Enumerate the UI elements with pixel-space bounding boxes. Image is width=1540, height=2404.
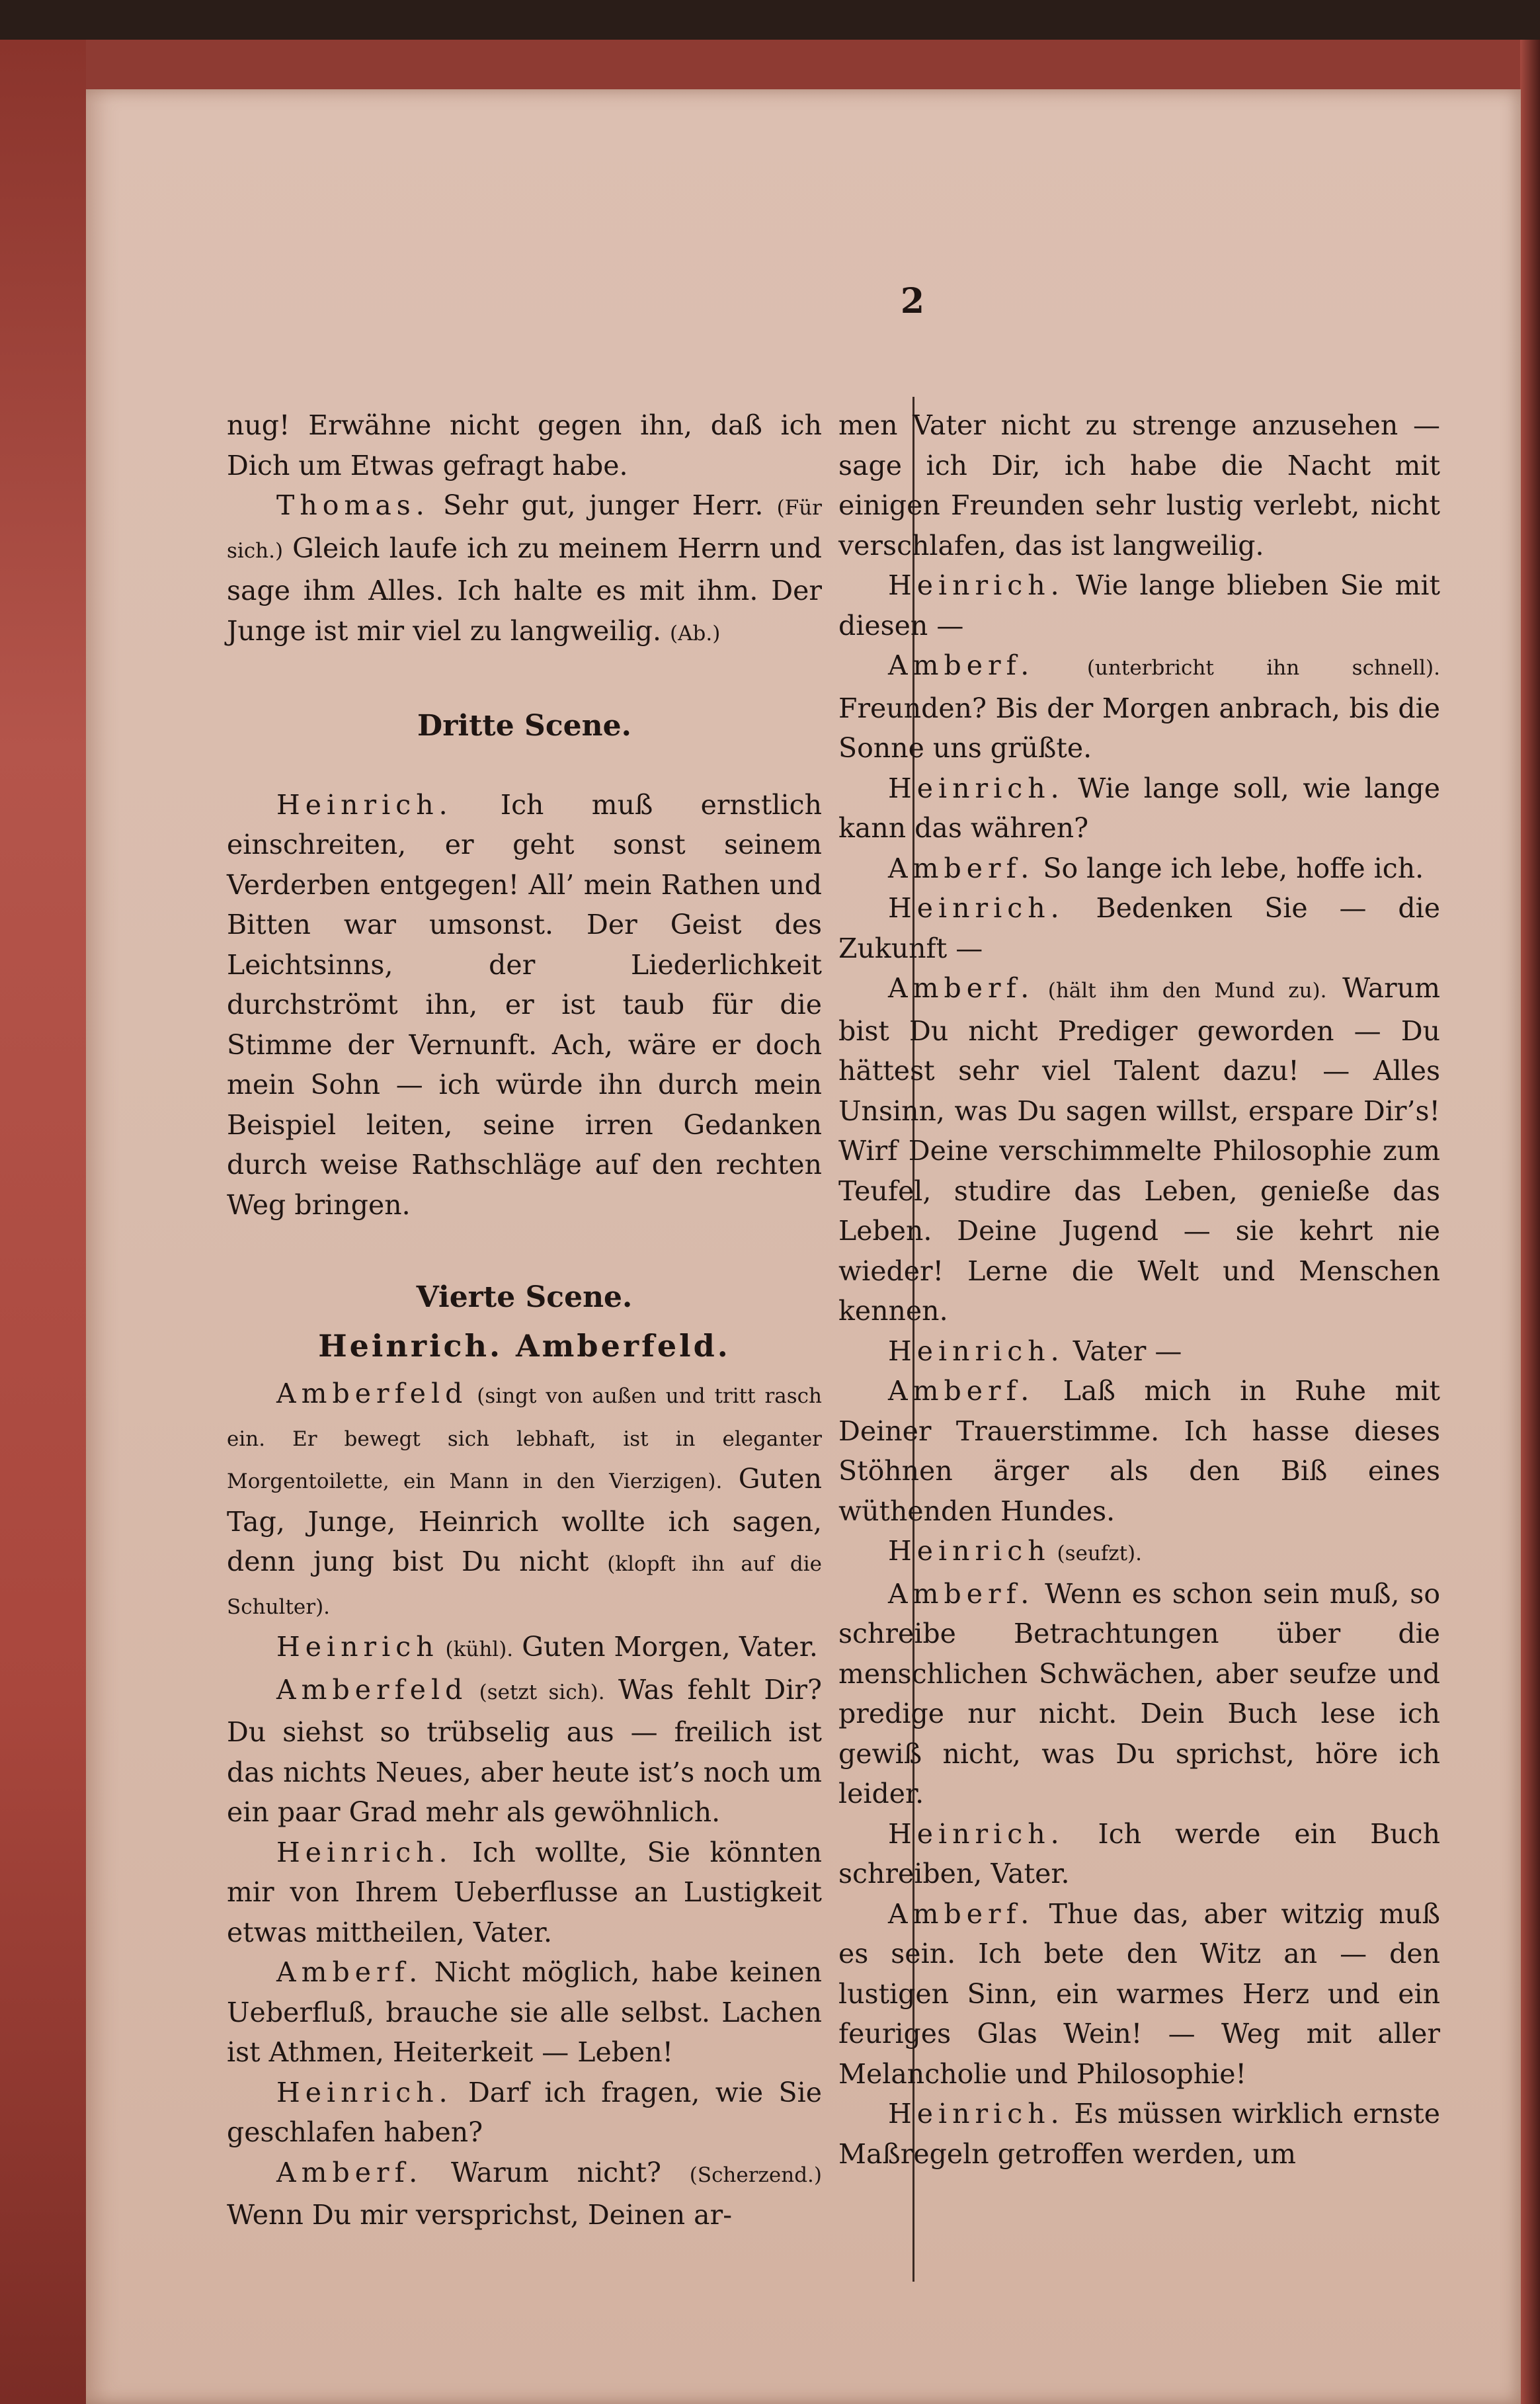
speaker-name: Heinrich. (888, 772, 1065, 804)
scene-heading: Vierte Scene. (416, 1280, 633, 1314)
right-column (838, 405, 1440, 2174)
speaker-name: Amberfeld (276, 1673, 468, 1706)
paragraph: Amberf. (unterbricht ihn schnell). Freunden? Bis der Morgen anbrach, bis die Sonne uns grüßte. (838, 649, 1440, 764)
paragraph: men Vater nicht zu strenge anzusehen — sage ich Dir, ich habe die Nacht mit einigen Freunden sehr lustig verlebt, nicht verschlafen, das ist langweilig. (838, 409, 1440, 561)
stage-direction: (Ab.) (670, 621, 721, 645)
paragraph: Amberf. Nicht möglich, habe keinen Ueberfluß, brauche sie alle selbst. Lachen ist Athmen, Heiterkeit — Leben! (227, 1956, 822, 2068)
speaker-name: Heinrich. (888, 1817, 1065, 1850)
paragraph: Amberf. So lange ich lebe, hoffe ich. (888, 852, 1424, 884)
paragraph: Amberfeld (singt von außen und tritt rasch ein. Er bewegt sich lebhaft, ist in eleganter Morgentoilette, ein Mann in den Vierzigen). Guten Tag, Junge, Heinrich wollte ich sagen, denn jung bist Du nicht (klopft ihn auf die Schulter). (227, 1378, 822, 1619)
paragraph: Heinrich. Es müssen wirklich ernste Maßregeln getroffen werden, um (838, 2098, 1440, 2170)
stage-direction: (klopft ihn auf die Schulter). (227, 1552, 822, 1619)
stage-direction: (seufzt). (1050, 1542, 1143, 1565)
paragraph: Heinrich. Bedenken Sie — die Zukunft — (838, 892, 1440, 964)
speaker-name: Amberfeld (276, 1378, 468, 1409)
paragraph: Amberf. Thue das, aber witzig muß es sein. Ich bete den Witz an — den lustigen Sinn, ein warmes Herz und ein feuriges Glas Wein! — Weg mit aller Melancholie und Philosophie! (838, 1897, 1440, 2090)
left-column (227, 405, 822, 2235)
paragraph: nug! Erwähne nicht gegen ihn, daß ich Dich um Etwas gefragt habe. (227, 409, 822, 481)
speaker-name: Amberf. (888, 1897, 1035, 1930)
speaker-name: Thomas. (276, 489, 430, 521)
paragraph: Amberf. (hält ihm den Mund zu). Warum bist Du nicht Prediger geworden — Du hättest sehr viel Talent dazu! — Alles Unsinn, was Du sagen willst, erspare Dir’s! Wirf Deine verschimmelte Philosophie zum Teufel, studire das Leben, genieße das Leben. Deine Jugend — sie kehrt nie wieder! Lerne die Welt und Menschen kennen. (838, 972, 1440, 1327)
speaker-name: Heinrich. (276, 788, 453, 821)
paragraph (838, 1531, 1440, 1574)
paragraph: Heinrich. Ich werde ein Buch schreiben, Vater. (838, 1817, 1440, 1889)
speaker-name: Heinrich (276, 1631, 439, 1663)
paragraph: Heinrich. Vater — (888, 1335, 1182, 1367)
stage-direction: (singt von außen und tritt rasch ein. Er bewegt sich lebhaft, ist in eleganter Morgentoilette, ein Mann in den Vierzigen). (227, 1384, 822, 1493)
paragraph: Amberfeld (setzt sich). Was fehlt Dir? Du siehst so trübselig aus — freilich ist das nichts Neues, aber heute ist’s noch um ein paar Grad mehr als gewöhnlich. (227, 1673, 822, 1828)
stage-direction: (Scherzend.) (689, 2163, 822, 2187)
stage-direction: (hält ihm den Mund zu). (1034, 979, 1327, 1003)
speaker-name: Heinrich. (888, 892, 1065, 924)
speaker-name: Heinrich. (888, 2098, 1065, 2130)
paragraph: Heinrich. Wie lange blieben Sie mit diesen — (838, 569, 1440, 642)
paragraph: Heinrich (kühl). Guten Morgen, Vater. (276, 1631, 818, 1663)
paragraph: Heinrich. Darf ich fragen, wie Sie geschlafen haben? (227, 2076, 822, 2148)
stage-direction: (unterbricht ihn schnell). (1034, 656, 1440, 680)
speaker-name: Amberf. (888, 852, 1035, 884)
speaker-name: Amberf. (276, 1956, 423, 1988)
speaker-name: Amberf. (276, 2156, 423, 2188)
speaker-name: Amberf. (888, 1375, 1035, 1407)
page (86, 89, 1521, 2404)
speaker-name: Amberf. (888, 1577, 1035, 1610)
paragraph: Thomas. Sehr gut, junger Herr. (Für sich.) Gleich laufe ich zu meinem Herrn und sage ihm Alles. Ich halte es mit ihm. Der Junge ist mir viel zu langweilig. (Ab.) (227, 489, 822, 647)
paragraph: Amberf. Warum nicht? (Scherzend.) Wenn Du mir versprichst, Deinen ar- (227, 2156, 822, 2231)
persons-list: Heinrich. Amberfeld. (318, 1327, 731, 1364)
page-number: 2 (900, 281, 925, 321)
speaker-name: Heinrich (888, 1535, 1051, 1567)
scene-heading: Dritte Scene. (417, 709, 631, 743)
paragraph: Heinrich. Wie lange soll, wie lange kann das währen? (838, 772, 1440, 844)
paragraph: Heinrich. Ich muß ernstlich einschreiten, er geht sonst seinem Verderben entgegen! All’ mein Rathen und Bitten war umsonst. Der Geist des Leichtsinns, der Liederlichkeit durchströmt ihn, er ist taub für die Stimme der Vernunft. Ach, wäre er doch mein Sohn — ich würde ihn durch mein Beispiel leiten, seine irren Gedanken durch weise Rathschläge auf den rechten Weg bringen. (227, 788, 822, 1221)
speaker-name: Heinrich. (276, 1836, 453, 1868)
speaker-name: Heinrich. (888, 569, 1065, 601)
paragraph: Amberf. Wenn es schon sein muß, so schreibe Betrachtungen über die menschlichen Schwächen, aber seufze und predige nur nicht. Dein Buch lese ich gewiß nicht, was Du sprichst, höre ich leider. (838, 1577, 1440, 1809)
book-edge-right (1520, 40, 1540, 2404)
paragraph: Amberf. Laß mich in Ruhe mit Deiner Trauerstimme. Ich hasse dieses Stöhnen ärger als den Biß eines wüthenden Hundes. (838, 1375, 1440, 1527)
stage-direction: (Für sich.) (227, 496, 822, 563)
speaker-name: Amberf. (888, 972, 1035, 1004)
stage-direction: (setzt sich). (467, 1680, 605, 1704)
speaker-name: Amberf. (888, 649, 1035, 681)
book-cover (0, 40, 1540, 2404)
speaker-name: Heinrich. (276, 2076, 453, 2108)
book-board-left (0, 40, 86, 2404)
paragraph: Heinrich. Ich wollte, Sie könnten mir von Ihrem Ueberflusse an Lustigkeit etwas mittheilen, Vater. (227, 1836, 822, 1948)
speaker-name: Heinrich. (888, 1335, 1065, 1367)
stage-direction: (kühl). (438, 1637, 514, 1661)
